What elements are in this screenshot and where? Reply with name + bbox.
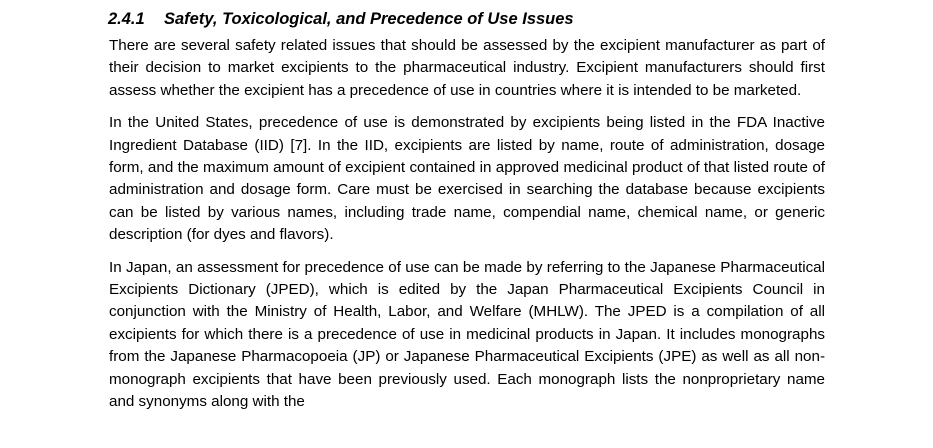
paragraph-united-states: In the United States, precedence of use is demonstrated by excipients being listed in the FDA Inactive Ingredient Database (IID) [7]. In the IID, excipients are listed by name, route of administration, dosage form, and the maximum amount of excipient contained in approved medicinal product of that listed route of administration and dosage form. Care must be exercised in searching the database because excipients can be listed by various names, including trade name, compendial name, chemical name, or generic description (for dyes and flavors).	[109, 114, 825, 244]
section-title: Safety, Toxicological, and Precedence of Use Issues	[164, 10, 574, 28]
document-page	[109, 6, 825, 424]
paragraph-japan: In Japan, an assessment for precedence of use can be made by referring to the Japanese Pharmaceutical Excipients Dictionary (JPED), which is edited by the Japan Pharmaceutical Excipients Council in conjunction with the Ministry of Health, Labor, and Welfare (MHLW). The JPED is a compilation of all excipients for which there is a precedence of use in medicinal products in Japan. It includes monographs from the Japanese Pharmacopoeia (JP) or Japanese Pharmaceutical Excipients (JPE) as well as all non-monograph excipients that have been previously used. Each monograph lists the nonproprietary name and synonyms along with the	[109, 258, 825, 411]
section-number: 2.4.1	[108, 10, 145, 28]
section-heading	[108, 6, 825, 32]
paragraph-safety-issues: There are several safety related issues that should be assessed by the excipient manufacturer as part of their decision to market excipients to the pharmaceutical industry. Excipient manufacturers should first assess whether the excipient has a precedence of use in countries where it is intended to be marketed.	[109, 37, 825, 99]
